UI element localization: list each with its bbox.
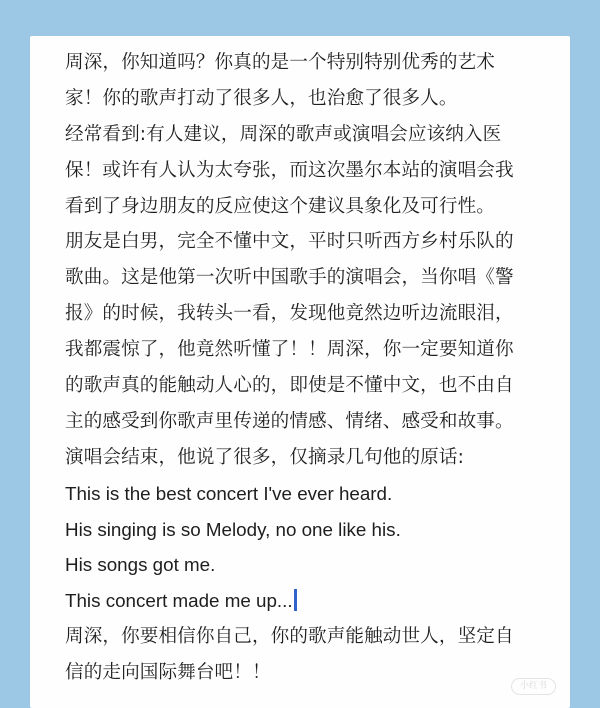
text-line: 家！你的歌声打动了很多人，也治愈了很多人。 — [65, 87, 458, 109]
note-page — [30, 36, 570, 708]
text-line: 看到了身边朋友的反应使这个建议具象化及可行性。 — [65, 195, 495, 217]
text-line-content: This concert made me up... — [65, 590, 293, 612]
text-line: 报》的时候，我转头一看，发现他竟然边听边流眼泪， — [65, 303, 514, 325]
text-line: 周深，你知道吗？你真的是一个特别特别优秀的艺术 — [65, 52, 495, 73]
text-line-with-cursor — [65, 583, 565, 619]
text-line: 周深，你要相信你自己，你的歌声能触动世人，坚定自 — [65, 626, 514, 648]
text-line: 歌曲。这是他第一次听中国歌手的演唱会，当你唱《警 — [65, 267, 514, 289]
text-line: 信的走向国际舞台吧！！ — [65, 662, 271, 684]
text-line: This is the best concert I've ever heard. — [65, 482, 393, 504]
text-line: 我都震惊了，他竟然听懂了！！周深，你一定要知道你 — [65, 339, 514, 361]
watermark-badge: 小红书 — [511, 678, 556, 695]
text-line: 朋友是白男，完全不懂中文，平时只听西方乡村乐队的 — [65, 231, 514, 253]
text-line: 保！或许有人认为太夸张，而这次墨尔本站的演唱会我 — [65, 159, 514, 181]
text-cursor — [294, 589, 297, 611]
text-line: His songs got me. — [65, 554, 216, 576]
text-line: 演唱会结束，他说了很多，仅摘录几句他的原话: — [65, 446, 464, 468]
note-text[interactable] — [65, 45, 565, 691]
text-line: 主的感受到你歌声里传递的情感、情绪、感受和故事。 — [65, 410, 514, 432]
text-line: His singing is so Melody, no one like his. — [65, 518, 401, 540]
text-line: 的歌声真的能触动人心的，即使是不懂中文，也不由自 — [65, 375, 514, 397]
text-line: 经常看到:有人建议，周深的歌声或演唱会应该纳入医 — [65, 123, 502, 145]
